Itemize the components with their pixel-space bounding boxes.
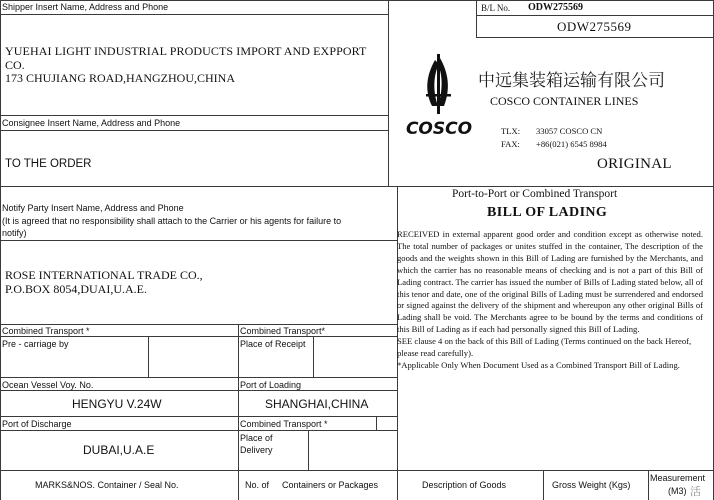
rule-col-4 xyxy=(648,470,649,500)
notify-note: (It is agreed that no responsibility shall attach to the Carrier or his agents for failure to xyxy=(2,216,342,226)
vessel-value: HENGYU V.24W xyxy=(72,397,162,411)
port-of-loading-value: SHANGHAI,CHINA xyxy=(265,397,369,411)
rule-delivery-split xyxy=(308,430,309,471)
rule-notify-bottom xyxy=(0,324,397,325)
fax-label: FAX: xyxy=(501,139,520,149)
rule-left xyxy=(0,0,1,500)
rule-combined-delivery-box xyxy=(376,416,377,431)
rule-columns-top xyxy=(0,470,714,471)
rule-vessel-bottom xyxy=(0,416,397,417)
transport-subtitle: Port-to-Port or Combined Transport xyxy=(452,188,618,200)
terms-paragraph-1: RECEIVED in external apparent good order and condition except as otherwise noted. The total number of packages or unites stuffed in the container, The description of the goods and the weights shown in this Bill of Lading are furnished by the Merchants, and which the carrier has no reasonable means of checking and is not a part of this Bill of Lading contract. The carrier has issued the number of Bills of Lading stated below, all of this tenor and date, one of the original Bills of Lading must be surrendered and endorsed or signed against the delivery of the shipment and whereupon any other original Bills of Lading shall be void. The Merchants agree to be bound by the terms and conditions of this Bill of Lading as if each had personally signed this Bill of Lading. xyxy=(397,229,703,335)
port-of-discharge-value: DUBAI,U.A.E xyxy=(83,443,155,457)
rule-consignee-bottom xyxy=(0,186,714,187)
watermark-glyph: 活 xyxy=(690,485,701,498)
consignee-value: TO THE ORDER xyxy=(5,158,92,170)
rule-col-2 xyxy=(397,470,398,500)
cosco-logo-text: COSCO xyxy=(405,119,473,138)
col-measurement-2: (M3) xyxy=(668,486,687,496)
rule-receipt-split xyxy=(313,336,314,378)
cosco-logo xyxy=(402,50,476,138)
bl-no-top: ODW275569 xyxy=(528,2,583,13)
rule-precarriage-split xyxy=(148,336,149,378)
port-of-discharge-label: Port of Discharge xyxy=(2,419,72,429)
rule-top xyxy=(0,0,714,1)
carrier-name-cn: 中远集装箱运输有限公司 xyxy=(478,71,665,91)
rule-transport-split xyxy=(238,324,239,471)
notify-note-2: notify) xyxy=(2,228,27,238)
bl-no-label: B/L No. xyxy=(481,3,511,13)
terms-text xyxy=(397,229,703,372)
rule-col-1 xyxy=(238,470,239,500)
col-containers: Containers or Packages xyxy=(282,480,379,490)
rule-consignee-label xyxy=(0,130,388,131)
bl-no-value: ODW275569 xyxy=(557,19,632,34)
vessel-label: Ocean Vessel Voy. No. xyxy=(2,380,94,390)
pre-carriage-label: Pre - carriage by xyxy=(2,339,69,349)
notify-label: Notify Party Insert Name, Address and Phone xyxy=(2,203,184,213)
shipper-label: Shipper Insert Name, Address and Phone xyxy=(2,2,169,12)
place-of-delivery-label-1: Place of xyxy=(240,433,273,443)
rule-mid-upper xyxy=(388,0,389,187)
terms-paragraph-2: SEE clause 4 on the back of this Bill of Lading (Terms continued on the back Hereof, please read carefully). xyxy=(397,336,692,359)
combined-transport-label-right: Combined Transport* xyxy=(240,326,326,336)
combined-transport-label-left: Combined Transport * xyxy=(2,326,90,336)
fax-value: +86(021) 6545 8984 xyxy=(536,139,607,149)
rule-precarriage-bottom xyxy=(0,377,397,378)
document-title: BILL OF LADING xyxy=(487,205,608,220)
rule-bl-top xyxy=(476,15,714,16)
rule-bl-divider xyxy=(476,0,477,38)
consignee-label: Consignee Insert Name, Address and Phone xyxy=(2,118,181,128)
tlx-value: 33057 COSCO CN xyxy=(536,126,603,136)
col-marks: MARKS&NOS. Container / Seal No. xyxy=(35,480,179,490)
place-of-receipt-label: Place of Receipt xyxy=(240,339,306,349)
original-stamp: ORIGINAL xyxy=(597,156,672,172)
shipper-line-3: 173 CHUJIANG ROAD,HANGZHOU,CHINA xyxy=(5,71,235,85)
notify-line-2: P.O.BOX 8054,DUAI,U.A.E. xyxy=(5,282,148,296)
col-measurement-1: Measurement xyxy=(650,473,706,483)
rule-bl-bottom xyxy=(476,37,714,38)
shipper-line-1: YUEHAI LIGHT INDUSTRIAL PRODUCTS IMPORT AND EXPPORT xyxy=(5,44,367,58)
rule-shipper-label xyxy=(0,14,388,15)
place-of-delivery-label-2: Delivery xyxy=(240,445,273,455)
tlx-label: TLX: xyxy=(501,126,521,136)
carrier-name-en: COSCO CONTAINER LINES xyxy=(490,94,639,108)
col-description: Description of Goods xyxy=(422,480,507,490)
rule-notify-note xyxy=(0,240,397,241)
col-gross-weight: Gross Weight (Kgs) xyxy=(552,480,631,490)
col-no-of: No. of xyxy=(245,480,270,490)
shipper-line-2: CO. xyxy=(5,58,25,72)
terms-paragraph-3: *Applicable Only When Document Used as a Combined Transport Bill of Lading. xyxy=(397,359,680,370)
port-of-loading-label: Port of Loading xyxy=(240,380,302,390)
rule-discharge-label xyxy=(0,430,397,431)
rule-col-3 xyxy=(543,470,544,500)
rule-shipper-bottom xyxy=(0,115,388,116)
combined-transport-delivery-label: Combined Transport * xyxy=(240,419,328,429)
notify-line-1: ROSE INTERNATIONAL TRADE CO., xyxy=(5,268,203,282)
